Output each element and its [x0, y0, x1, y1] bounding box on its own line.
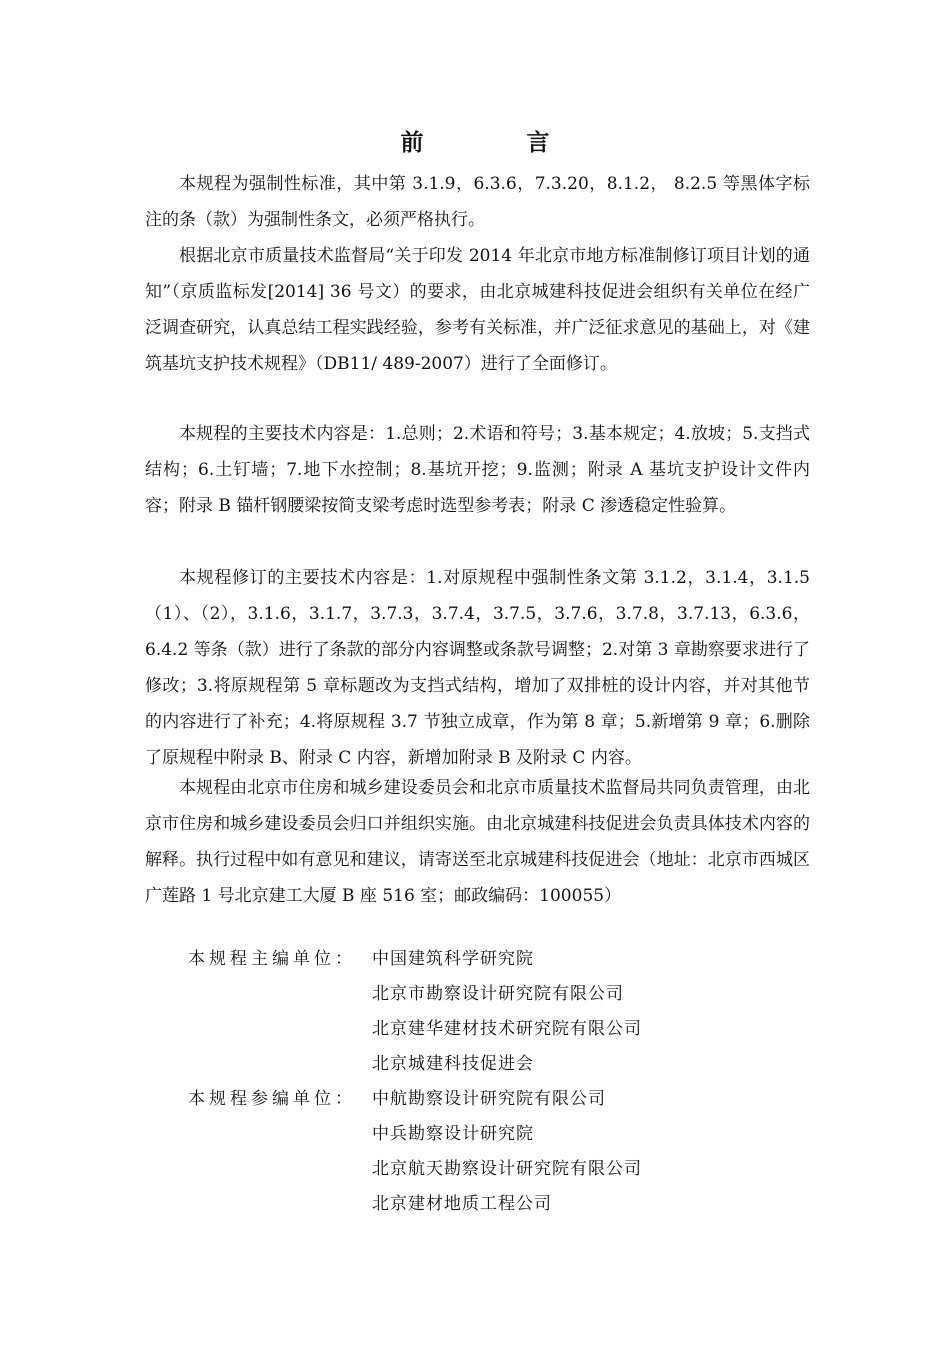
participating-units-label: 本规程参编单位：	[188, 1089, 356, 1109]
chief-unit-name: 北京建华建材技术研究院有限公司	[372, 1019, 642, 1039]
chief-unit-name: 北京城建科技促进会	[372, 1054, 534, 1074]
paragraph-mandatory-clauses: 本规程为强制性标准，其中第 3.1.9，6.3.6，7.3.20，8.1.2， 8.2.5 等黑体字标注的条（款）为强制性条文，必须严格执行。	[145, 174, 810, 230]
chief-unit-name: 北京市勘察设计研究院有限公司	[372, 984, 624, 1004]
participating-unit-name: 北京航天勘察设计研究院有限公司	[372, 1159, 642, 1179]
participating-unit-name: 中兵勘察设计研究院	[372, 1124, 534, 1144]
participating-units-list	[188, 1082, 808, 1222]
page-title: 前 言	[400, 129, 590, 156]
paragraph-main-contents: 本规程的主要技术内容是：1.总则；2.术语和符号；3.基本规定；4.放坡；5.支挡式结构；6.土钉墙；7.地下水控制；8.基坑开挖；9.监测；附录 A 基坑支护设计文件内容；附录 B 锚杆钢腰梁按简支梁考虑时选型参考表；附录 C 渗透稳定性验算。	[145, 424, 810, 516]
participating-unit-name: 北京建材地质工程公司	[372, 1194, 552, 1214]
paragraph-administration: 本规程由北京市住房和城乡建设委员会和北京市质量技术监督局共同负责管理，由北京市住房和城乡建设委员会归口并组织实施。由北京城建科技促进会负责具体技术内容的解释。执行过程中如有意见和建议，请寄送至北京城建科技促进会（地址：北京市西城区广莲路 1 号北京建工大厦 B 座 516 室；邮政编码：100055）	[145, 778, 810, 906]
chief-units-label: 本规程主编单位：	[188, 949, 356, 969]
participating-unit-name: 中航勘察设计研究院有限公司	[372, 1089, 606, 1109]
paragraph-revision-basis: 根据北京市质量技术监督局“关于印发 2014 年北京市地方标准制修订项目计划的通知”（京质监标发[2014] 36 号文）的要求，由北京城建科技促进会组织有关单位在经广泛调查研究，认真总结工程实践经验，参考有关标准，并广泛征求意见的基础上，对《建筑基坑支护技术规程》（DB11/ 489-2007）进行了全面修订。	[145, 246, 810, 374]
chief-unit-name: 中国建筑科学研究院	[372, 949, 534, 969]
chief-units-list	[188, 942, 808, 1082]
paragraph-revision-contents: 本规程修订的主要技术内容是：1.对原规程中强制性条文第 3.1.2，3.1.4，3.1.5（1）、（2），3.1.6，3.1.7，3.7.3，3.7.4，3.7.5，3.7.6，3.7.8，3.7.13，6.3.6，6.4.2 等条（款）进行了条款的部分内容调整或条款号调整；2.对第 3 章勘察要求进行了修改；3.将原规程第 5 章标题改为支挡式结构，增加了双排桩的设计内容，并对其他节的内容进行了补充；4.将原规程 3.7 节独立成章，作为第 8 章；5.新增第 9 章；6.删除了原规程中附录 B、附录 C 内容，新增加附录 B 及附录 C 内容。	[145, 568, 810, 768]
